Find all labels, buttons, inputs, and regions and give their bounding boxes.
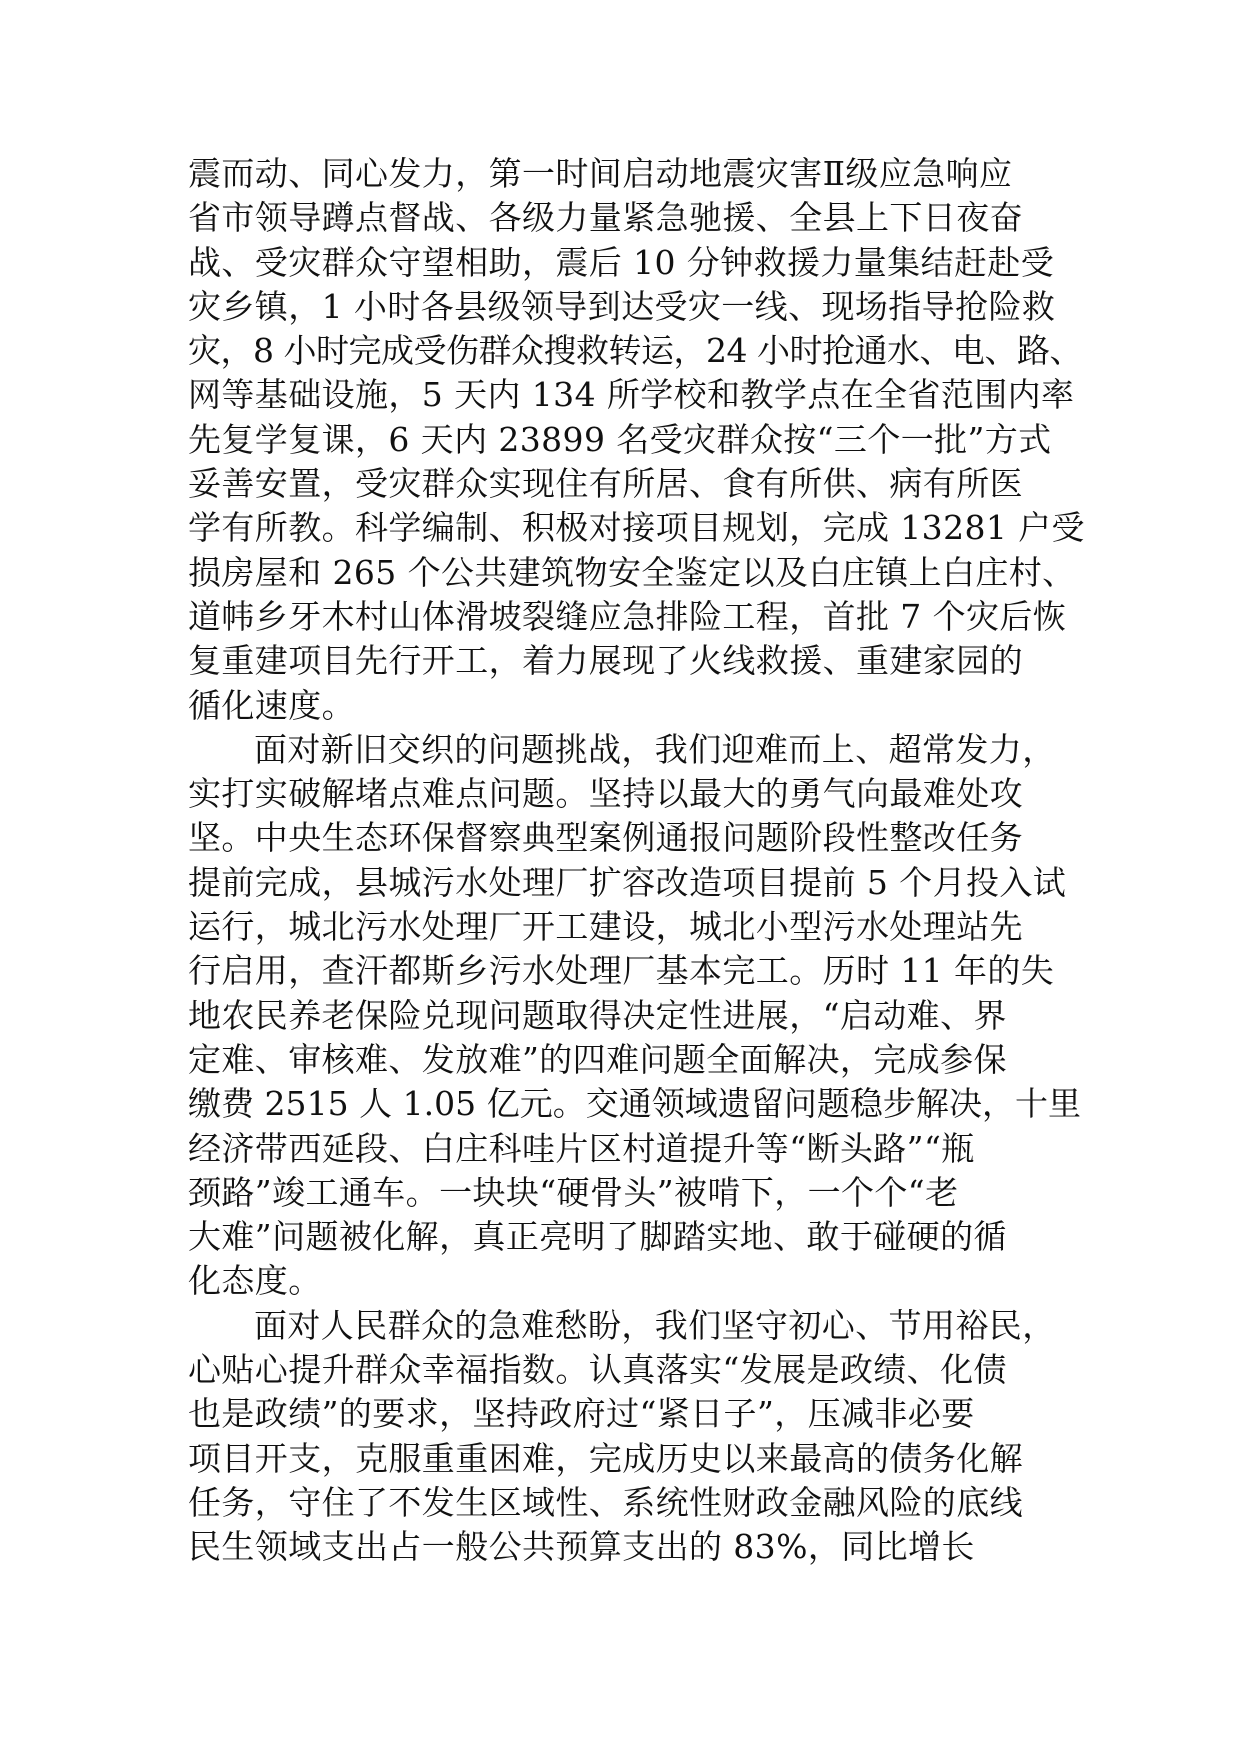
text-line: 颈路”竣工通车。一块块“硬骨头”被啃下，一个个“老 <box>188 1172 959 1212</box>
text-line: 经济带西延段、白庄科哇片区村道提升等“断头路”“瓶 <box>188 1128 975 1168</box>
text-line: 行启用，查汗都斯乡污水处理厂基本完工。历时 11 年的失 <box>188 951 1055 991</box>
text-line: 省市领导蹲点督战、各级力量紧急驰援、全县上下日夜奋 <box>188 198 1023 238</box>
text-line: 提前完成，县城污水处理厂扩容改造项目提前 5 个月投入试 <box>188 862 1067 902</box>
text-line: 循化速度。 <box>188 685 355 725</box>
text-line: 坚。中央生态环保督察典型案例通报问题阶段性整改任务 <box>188 818 1023 858</box>
paragraph-first-line: 面对新旧交织的问题挑战，我们迎难而上、超常发力， <box>254 729 1056 769</box>
text-line: 也是政绩”的要求，坚持政府过“紧日子”，压减非必要 <box>188 1394 975 1434</box>
text-line: 复重建项目先行开工，着力展现了火线救援、重建家园的 <box>188 641 1023 681</box>
text-line: 灾乡镇，1 小时各县级领导到达受灾一线、现场指导抢险救 <box>188 286 1056 326</box>
text-line: 震而动、同心发力，第一时间启动地震灾害Ⅱ级应急响应 <box>188 154 1013 193</box>
text-line: 运行，城北污水处理厂开工建设，城北小型污水处理站先 <box>188 907 1023 947</box>
text-line: 化态度。 <box>188 1261 322 1301</box>
text-line: 项目开支，克服重重困难，完成历史以来最高的债务化解 <box>188 1438 1023 1478</box>
text-line: 损房屋和 265 个公共建筑物安全鉴定以及白庄镇上白庄村、 <box>188 552 1076 592</box>
text-line: 妥善安置，受灾群众实现住有所居、食有所供、病有所医 <box>188 464 1023 504</box>
text-line: 网等基础设施，5 天内 134 所学校和教学点在全省范围内率 <box>188 375 1075 415</box>
text-line: 先复学复课，6 天内 23899 名受灾群众按“三个一批”方式 <box>188 419 1052 459</box>
text-line: 定难、审核难、发放难”的四难问题全面解决，完成参保 <box>188 1039 1007 1079</box>
body-text <box>188 152 1088 1570</box>
text-line: 缴费 2515 人 1.05 亿元。交通领域遗留问题稳步解决，十里 <box>188 1084 1082 1124</box>
text-line: 大难”问题被化解，真正亮明了脚踏实地、敢于碰硬的循 <box>188 1217 1007 1257</box>
text-line: 心贴心提升群众幸福指数。认真落实“发展是政绩、化债 <box>188 1350 1007 1390</box>
text-line: 灾，8 小时完成受伤群众搜救转运，24 小时抢通水、电、路、 <box>188 331 1082 371</box>
paragraph-first-line: 面对人民群众的急难愁盼，我们坚守初心、节用裕民， <box>254 1305 1056 1345</box>
text-line: 民生领域支出占一般公共预算支出的 83%，同比增长 <box>188 1527 975 1567</box>
text-line: 学有所教。科学编制、积极对接项目规划，完成 13281 户受 <box>188 508 1085 548</box>
text-line: 实打实破解堵点难点问题。坚持以最大的勇气向最难处攻 <box>188 774 1023 814</box>
text-line: 道帏乡牙木村山体滑坡裂缝应急排险工程，首批 7 个灾后恢 <box>188 596 1067 636</box>
text-line: 任务，守住了不发生区域性、系统性财政金融风险的底线 <box>188 1482 1023 1522</box>
text-line: 战、受灾群众守望相助，震后 10 分钟救援力量集结赶赴受 <box>188 242 1055 282</box>
text-line: 地农民养老保险兑现问题取得决定性进展，“启动难、界 <box>188 995 1007 1035</box>
